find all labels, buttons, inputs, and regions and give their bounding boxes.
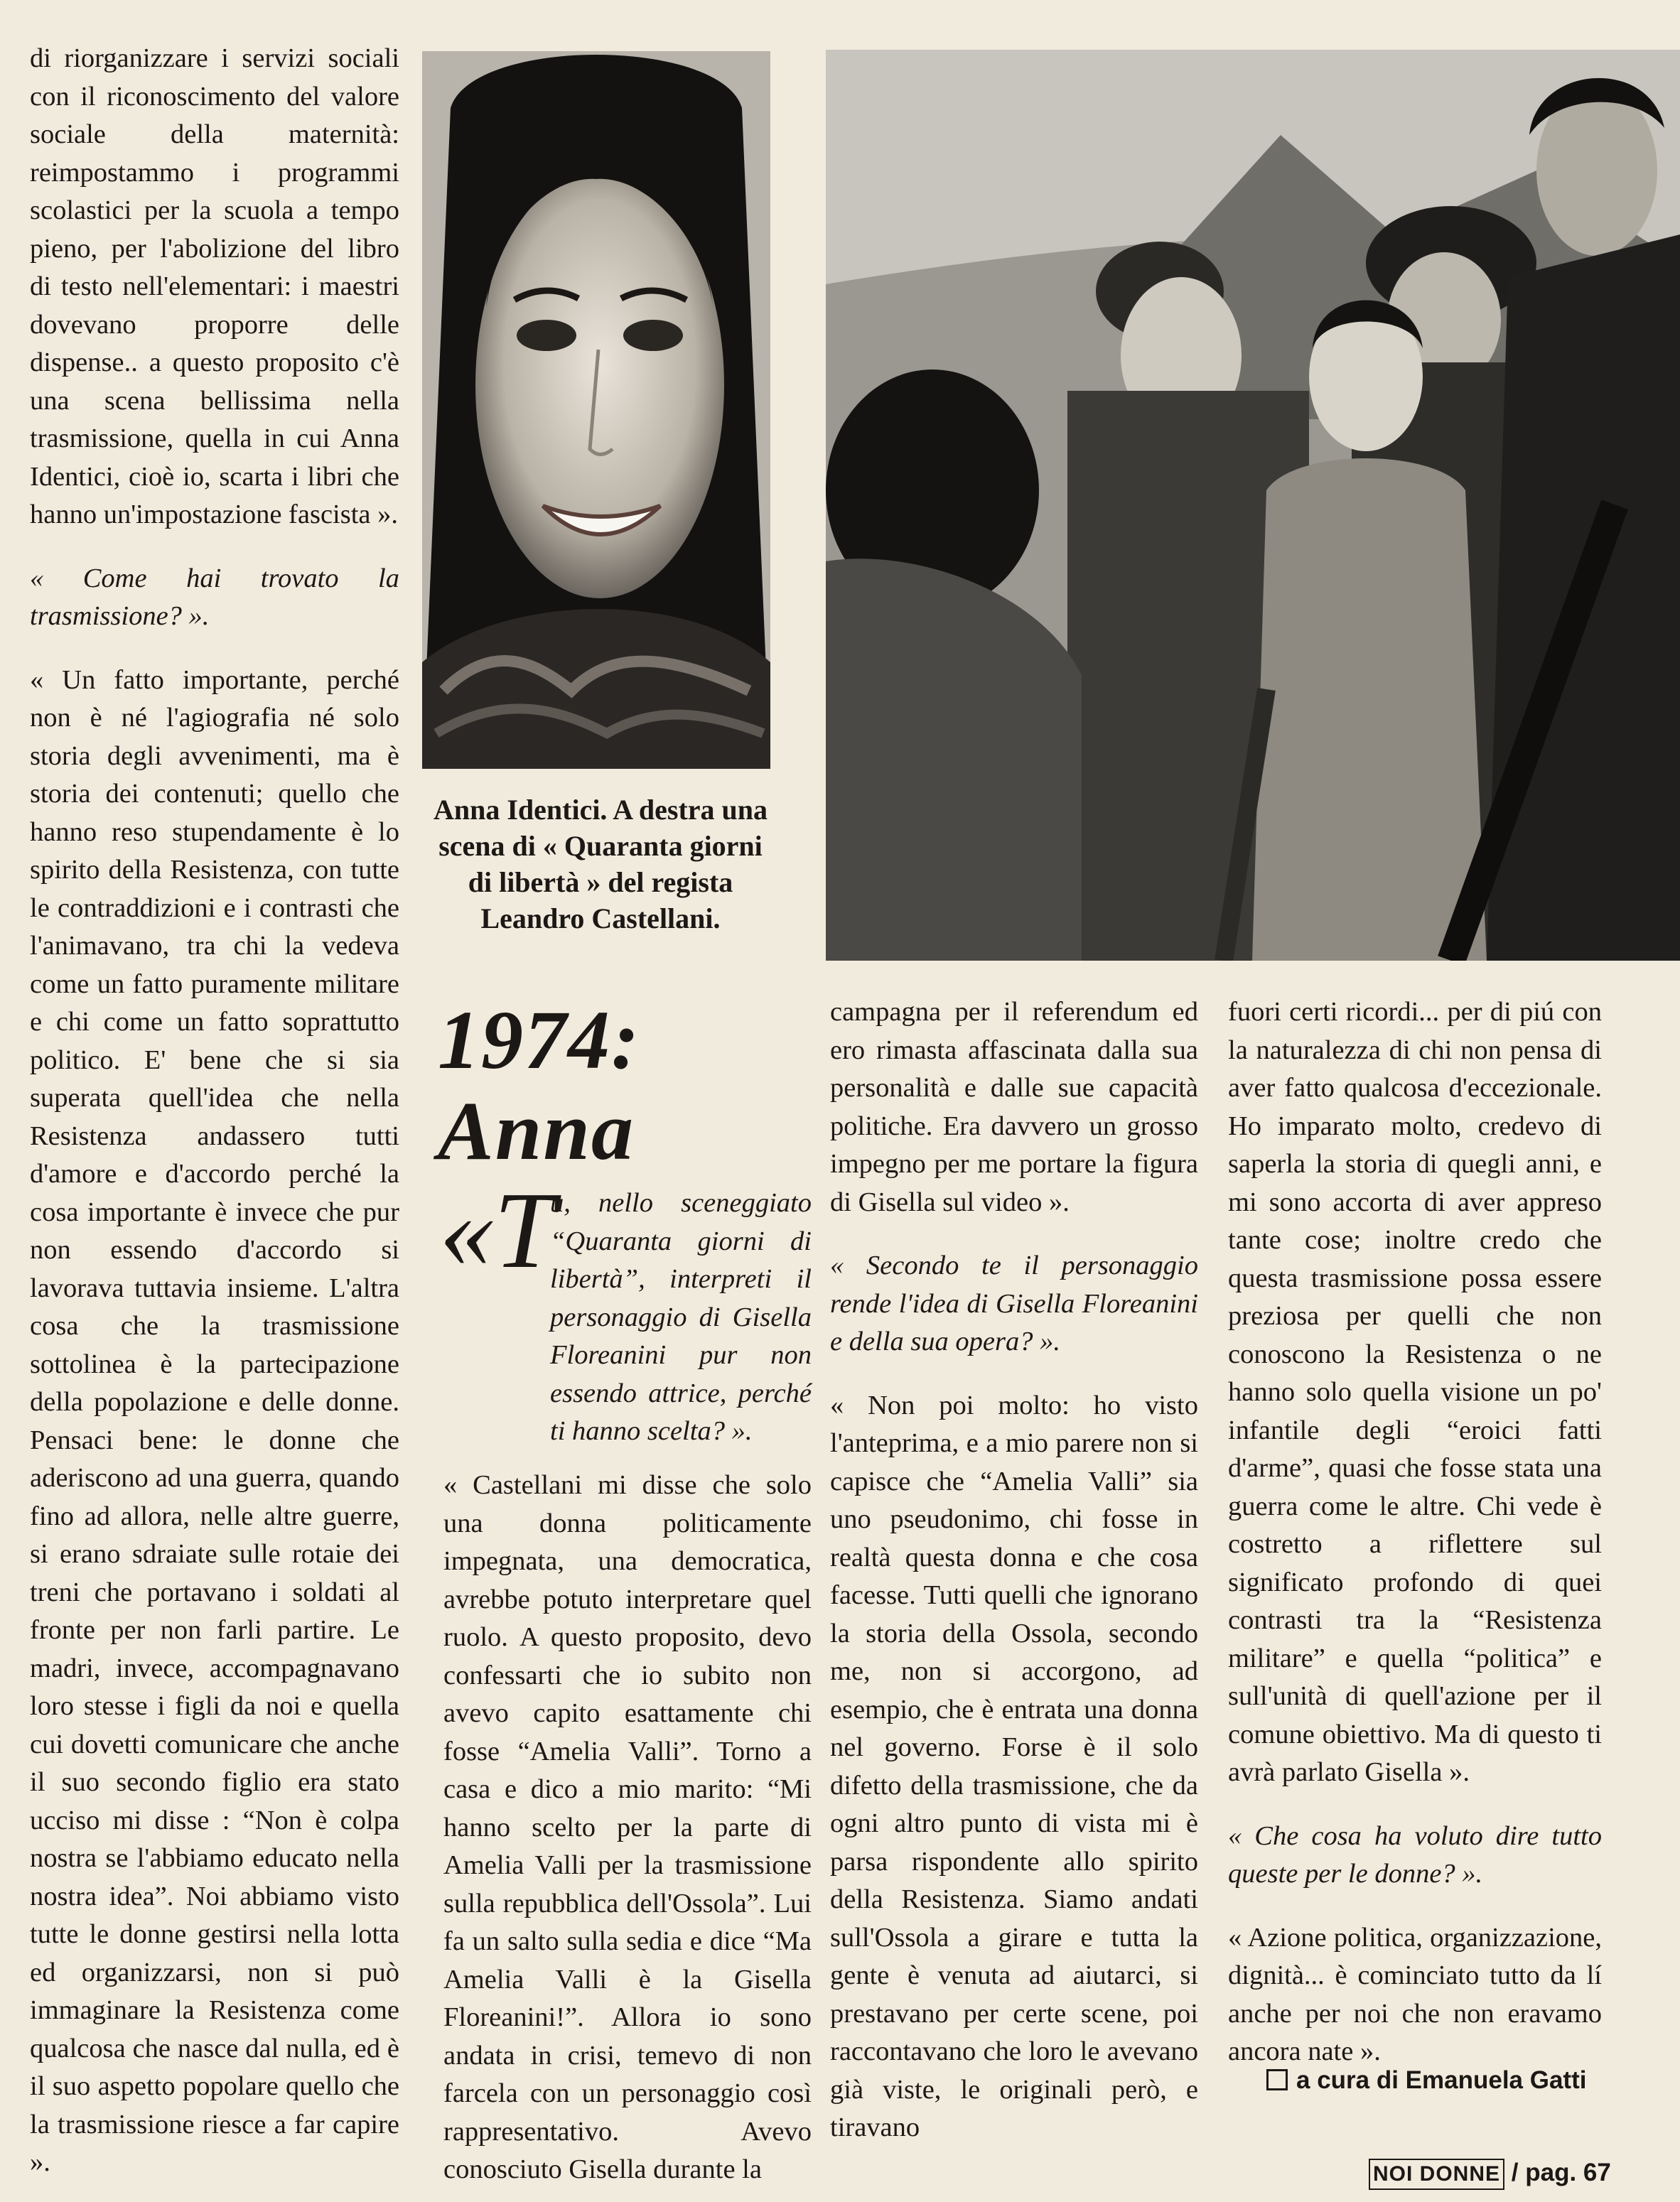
column-3 [830,993,1198,2147]
interview-question: « Che cosa ha voluto dire tutto queste per le donne? ». [1228,1820,1602,1889]
interview-question: « Secondo te il personaggio rende l'idea di Gisella Floreanini e della sua opera? ». [830,1251,1198,1356]
column-4 [1228,993,1602,2071]
column-1 [30,40,399,2182]
column-2 [443,1467,812,2189]
paragraph: campagna per il referendum ed ero rimasta affascinata dalla sua personalità e dalle sue capacità politiche. Era davvero un grosso impegno per me portare la figura di Gisella sul video ». [830,997,1198,1217]
headline-name: Anna [438,1084,635,1177]
paragraph: di riorganizzare i servizi sociali con il riconoscimento del valore sociale della maternità: reimpostammo i programmi scolastici per la scuola a tempo pieno, per l'abolizione del libro di testo nell'elementari: i maestri dovevano proporre delle dispense.. a questo proposito c'è una scena bellissima nella trasmissione, quella in cui Anna Identici, cioè io, scarta i libri che hanno un'impostazione fascista ». [30,43,399,529]
portrait-photo-icon [422,51,770,769]
square-bullet-icon [1266,2069,1288,2090]
byline-text: a cura di Emanuela Gatti [1296,2066,1587,2094]
page-footer [1369,2159,1611,2190]
portrait-photo [422,51,770,769]
footer-separator: / [1511,2159,1519,2186]
photo-caption: Anna Identici. A destra una scena di « Quaranta giorni di libertà » del regista Leandro Castellani. [433,794,768,934]
paragraph: « Un fatto importante, perché non è né l'agiografia né solo storia degli avvenimenti, ma è storia dei contenuti; quello che hanno reso stupendamente è lo spirito della Resistenza, con tutte le contraddizioni e i contrasti che l'animavano, tra chi la vedeva come un fatto puramente militare e chi come un fatto soprattutto politico. E' bene che si sia superata quell'idea che nella Resistenza andassero tutti d'amore e d'accordo perché la cosa importante è invece che pur non essendo d'accordo si lavorava tuttavia insieme. L'altra cosa che la trasmissione sottolinea è la partecipazione della popolazione e delle donne. Pensaci bene: le donne che aderiscono ad una guerra, quando fino ad allora, nelle altre guerre, si erano sdraiate sulle rotaie dei treni che portavano i soldati al fronte per non farli partire. Le madri, invece, accompagnavano loro stesse i figli da noi e quella cui dovetti comunicare che anche il suo secondo figlio era stato ucciso mi disse : “Non è colpa nostra se l'abbiamo educato nella nostra idea”. Noi abbiamo visto tutte le donne gestirsi nella lotta ed organizzarsi, non si può immaginare la Resistenza come qualcosa che nasce dal nulla, ed è il suo aspetto popolare quello che la trasmissione riesce a far capire ». [30,664,399,2177]
paragraph: « Castellani mi disse che solo una donna politicamente impegnata, una democratica, avrebbe potuto interpretare quel ruolo. A questo proposito, devo confessarti che io subito non avevo capito esattamente chi fosse “Amelia Valli”. Torno a casa e dico a mio marito: “Mi hanno scelto per la parte di Amelia Valli per la trasmissione sulla repubblica dell'Ossola”. Lui fa un salto sulla sedia e dice “Ma Amelia Valli è la Gisella Floreanini!”. Allora io sono andata in crisi, temevo di non farcela con un personaggio così rappresentativo. Avevo conosciuto Gisella durante la [443,1470,812,2184]
intro-question-text: u, nello sceneggiato “Quaranta giorni di libertà”, interpreti il personaggio di Gisella Floreanini pur non essendo attrice, perché ti hanno scelta? ». [550,1188,812,1446]
byline [1266,2065,1650,2096]
interview-question: « Come hai trovato la trasmissione? ». [30,563,399,631]
drop-cap-guillemet: « [439,1170,494,1291]
interview-intro-question [443,1184,812,1451]
paragraph: « Non poi molto: ho visto l'anteprima, e a mio parere non si capisce che “Amelia Valli” sia uno pseudonimo, chi fosse in realtà questa donna e che cosa facesse. Tutti quelli che ignorano la storia della Ossola, secondo me, non si accorgono, ad esempio, che è entrata una donna nel governo. Forse è il solo difetto della trasmissione, che da ogni altro punto di vista mi è parsa rispondente allo spirito della Resistenza. Siamo andati sull'Ossola a girare e tutta la gente è venuta ad aiutarci, si prestavano per certe scene, poi raccontavano che loro le avevano già viste, le originali però, e tiravano [830,1390,1198,2142]
paragraph: « Azione politica, organizzazione, dignità... è cominciato tutto da lí anche per noi che non eravamo ancora nate ». [1228,1922,1602,2066]
scene-photo-icon [826,50,1680,961]
magazine-name: NOI DONNE [1369,2159,1504,2190]
scene-photo [826,50,1680,961]
article-headline [438,995,822,1177]
page-number: pag. 67 [1525,2159,1611,2186]
drop-cap-letter: T [494,1170,555,1291]
headline-year: 1974: [438,993,641,1086]
paragraph: fuori certi ricordi... per di piú con la naturalezza di chi non pensa di aver fatto qualcosa d'eccezionale. Ho imparato molto, credevo di saperla la storia di quegli anni, e mi sono accorta di aver appreso tante cose; inoltre credo che questa trasmissione possa essere preziosa per quelli che non conoscono la Resistenza o ne hanno solo quella visione un po' infantile degli “eroici fatti d'arme”, quasi che fosse stata una guerra come le altre. Chi vede è costretto a riflettere sul significato profondo di quei contrasti tra la “Resistenza militare” e quella “politica” e sull'unità di quell'azione per il comune obiettivo. Ma di questo ti avrà parlato Gisella ». [1228,997,1602,1787]
